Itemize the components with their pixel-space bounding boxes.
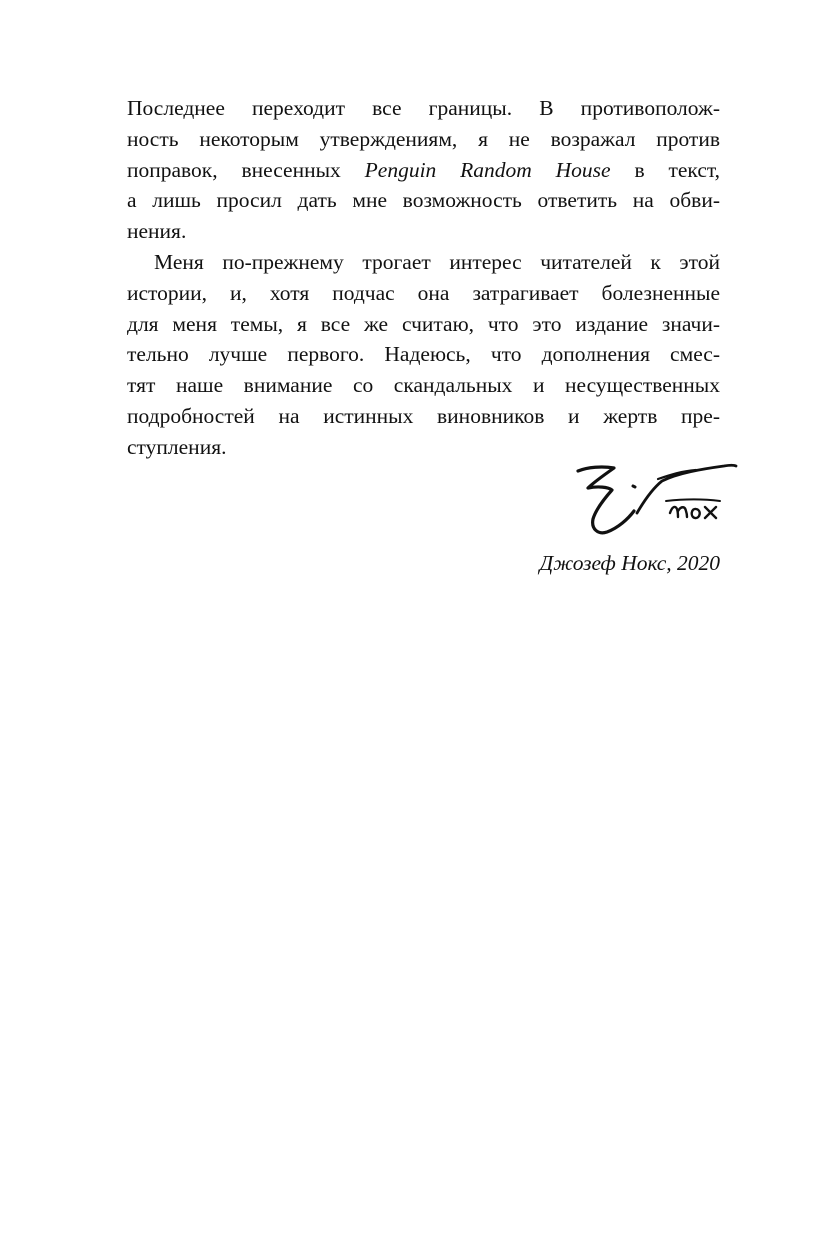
body-text xyxy=(127,93,720,463)
paragraph-1-line-4: а лишь просил дать мне возможность ответить на обви- xyxy=(127,188,720,213)
paragraph-1-line-2: ность некоторым утверждениям, я не возражал против xyxy=(127,126,720,151)
paragraph-2-line-6: подробностей на истинных виновников и жертв пре- xyxy=(127,403,720,428)
paragraph-2-line-1: Меня по-прежнему трогает интерес читателей к этой xyxy=(154,249,720,274)
paragraph-2-line-2: истории, и, хотя подчас она затрагивает болезненные xyxy=(127,280,720,305)
handwritten-signature-icon xyxy=(574,455,744,545)
paragraph-1-line-3-after: в текст, xyxy=(610,157,721,182)
publisher-name: Penguin Random House xyxy=(364,157,611,182)
paragraph-2-line-5: тят наше внимание со скандальных и несущественных xyxy=(127,373,720,398)
paragraph-2-line-7: ступления. xyxy=(127,434,227,459)
paragraph-1-line-3-before: поправок, внесенных xyxy=(127,157,365,182)
paragraph-2-line-4: тельно лучше первого. Надеюсь, что дополнения смес- xyxy=(127,342,720,367)
author-signature-line: Джозеф Нокс, 2020 xyxy=(539,551,720,575)
paragraph-2-line-3: для меня темы, я все же считаю, что это издание значи- xyxy=(127,311,720,336)
paragraph-1-line-3 xyxy=(127,155,720,186)
paragraph-1-line-1: Последнее переходит все границы. В противополож- xyxy=(127,96,720,120)
paragraph-1-line-5: нения. xyxy=(127,219,187,244)
